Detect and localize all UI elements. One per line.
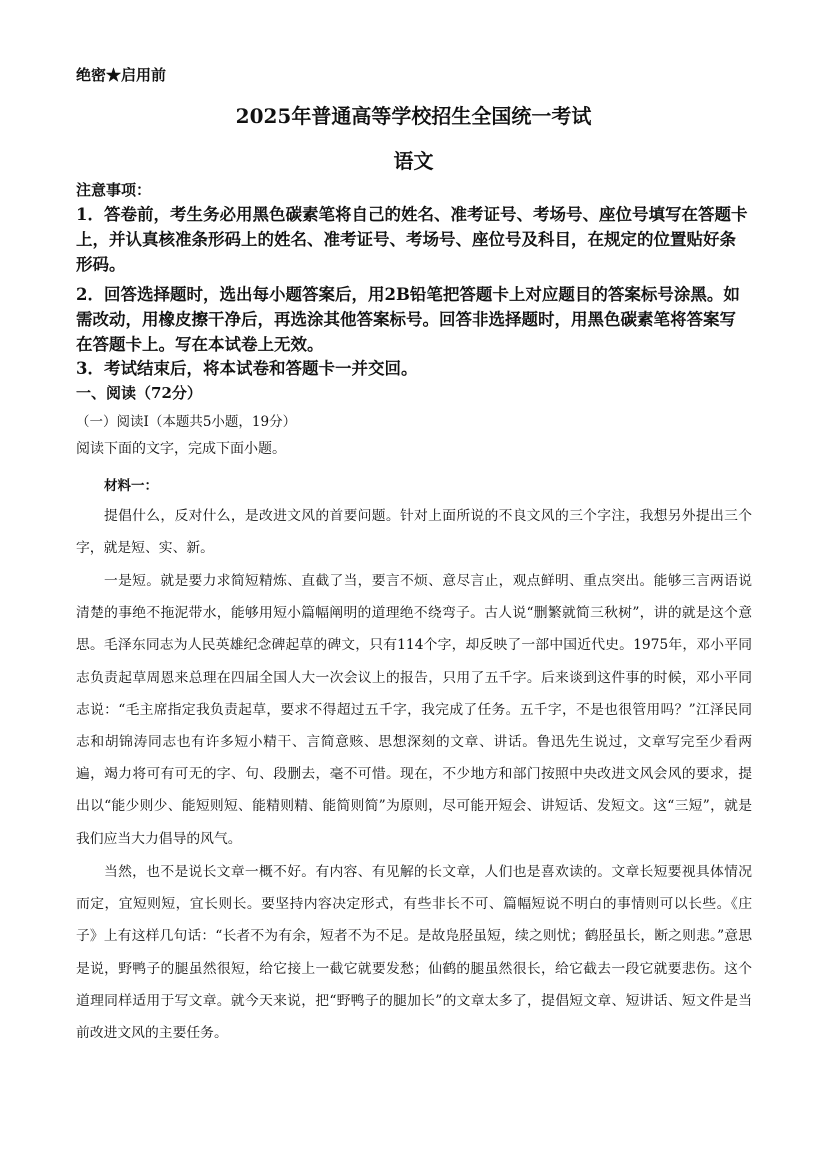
confidential-label: 绝密★启用前 <box>76 66 167 84</box>
note-item-3: 3．考试结束后，将本试卷和答题卡一并交回。 <box>76 359 418 378</box>
article-paragraph-3 <box>76 856 752 1049</box>
section-title: 一、阅读（72分） <box>76 384 202 402</box>
article-paragraph-1 <box>76 500 752 564</box>
material-label: 材料一： <box>104 478 158 494</box>
paragraph-text: 一是短。就是要力求简短精炼、直截了当，要言不烦、意尽言止，观点鲜明、重点突出。能够三言两语说清楚的事绝不拖泥带水，能够用短小篇幅阐明的道理绝不绕弯子。古人说“删繁就简三秋树”，讲的就是这个意思。毛泽东同志为人民英雄纪念碑起草的碑文，只有114个字，却反映了一部中国近代史。1975年，邓小平同志负责起草周恩来总理在四届全国人大一次会议上的报告，只用了五千字。后来谈到这件事的时候，邓小平同志说：“毛主席指定我负责起草，要求不得超过五千字，我完成了任务。五千字，不是也很管用吗？”江泽民同志和胡锦涛同志也有许多短小精干、言简意赅、思想深刻的文章、讲话。鲁迅先生说过，文章写完至少看两遍，竭力将可有可无的字、句、段删去，毫不可惜。现在，不少地方和部门按照中央改进文风会风的要求，提出以“能少则少、能短则短、能精则精、能简则简”为原则，尽可能开短会、讲短话、发短文。这“三短”，就是我们应当大力倡导的风气。 <box>76 573 752 847</box>
note-item-1: 1．答卷前，考生务必用黑色碳素笔将自己的姓名、准考证号、考场号、座位号填写在答题卡上，并认真核准条形码上的姓名、准考证号、考场号、座位号及科目，在规定的位置贴好条形码。 <box>76 205 748 274</box>
article-paragraph-2 <box>76 565 752 855</box>
paragraph-text: 当然，也不是说长文章一概不好。有内容、有见解的长文章，人们也是喜欢读的。文章长短要视具体情况而定，宜短则短，宜长则长。要坚持内容决定形式，有些非长不可、篇幅短说不明白的事情则可以长些。《庄子》上有这样几句话：“长者不为有余，短者不为不足。是故凫胫虽短，续之则忧；鹤胫虽长，断之则悲。”意思是说，野鸭子的腿虽然很短，给它接上一截它就要发愁；仙鹤的腿虽然很长，给它截去一段它就要悲伤。这个道理同样适用于写文章。就今天来说，把“野鸭子的腿加长”的文章太多了，提倡短文章、短讲话、短文件是当前改进文风的主要任务。 <box>76 864 752 1042</box>
exam-title: 2025年普通高等学校招生全国统一考试 <box>235 104 592 128</box>
subsection-title: （一）阅读Ⅰ（本题共5小题，19分） <box>76 414 297 430</box>
note-item-2: 2．回答选择题时，选出每小题答案后，用2B铅笔把答题卡上对应题目的答案标号涂黑。如需改动，用橡皮擦干净后，再选涂其他答案标号。回答非选择题时，用黑色碳素笔将答案写在答题卡上。写在本试卷上无效。 <box>76 285 740 354</box>
notes-heading: 注意事项： <box>76 181 152 199</box>
paragraph-text: 提倡什么，反对什么，是改进文风的首要问题。针对上面所说的不良文风的三个字注，我想另外提出三个字，就是短、实、新。 <box>76 508 752 557</box>
subject-title: 语文 <box>393 149 434 173</box>
reading-instruction: 阅读下面的文字，完成下面小题。 <box>76 441 286 457</box>
